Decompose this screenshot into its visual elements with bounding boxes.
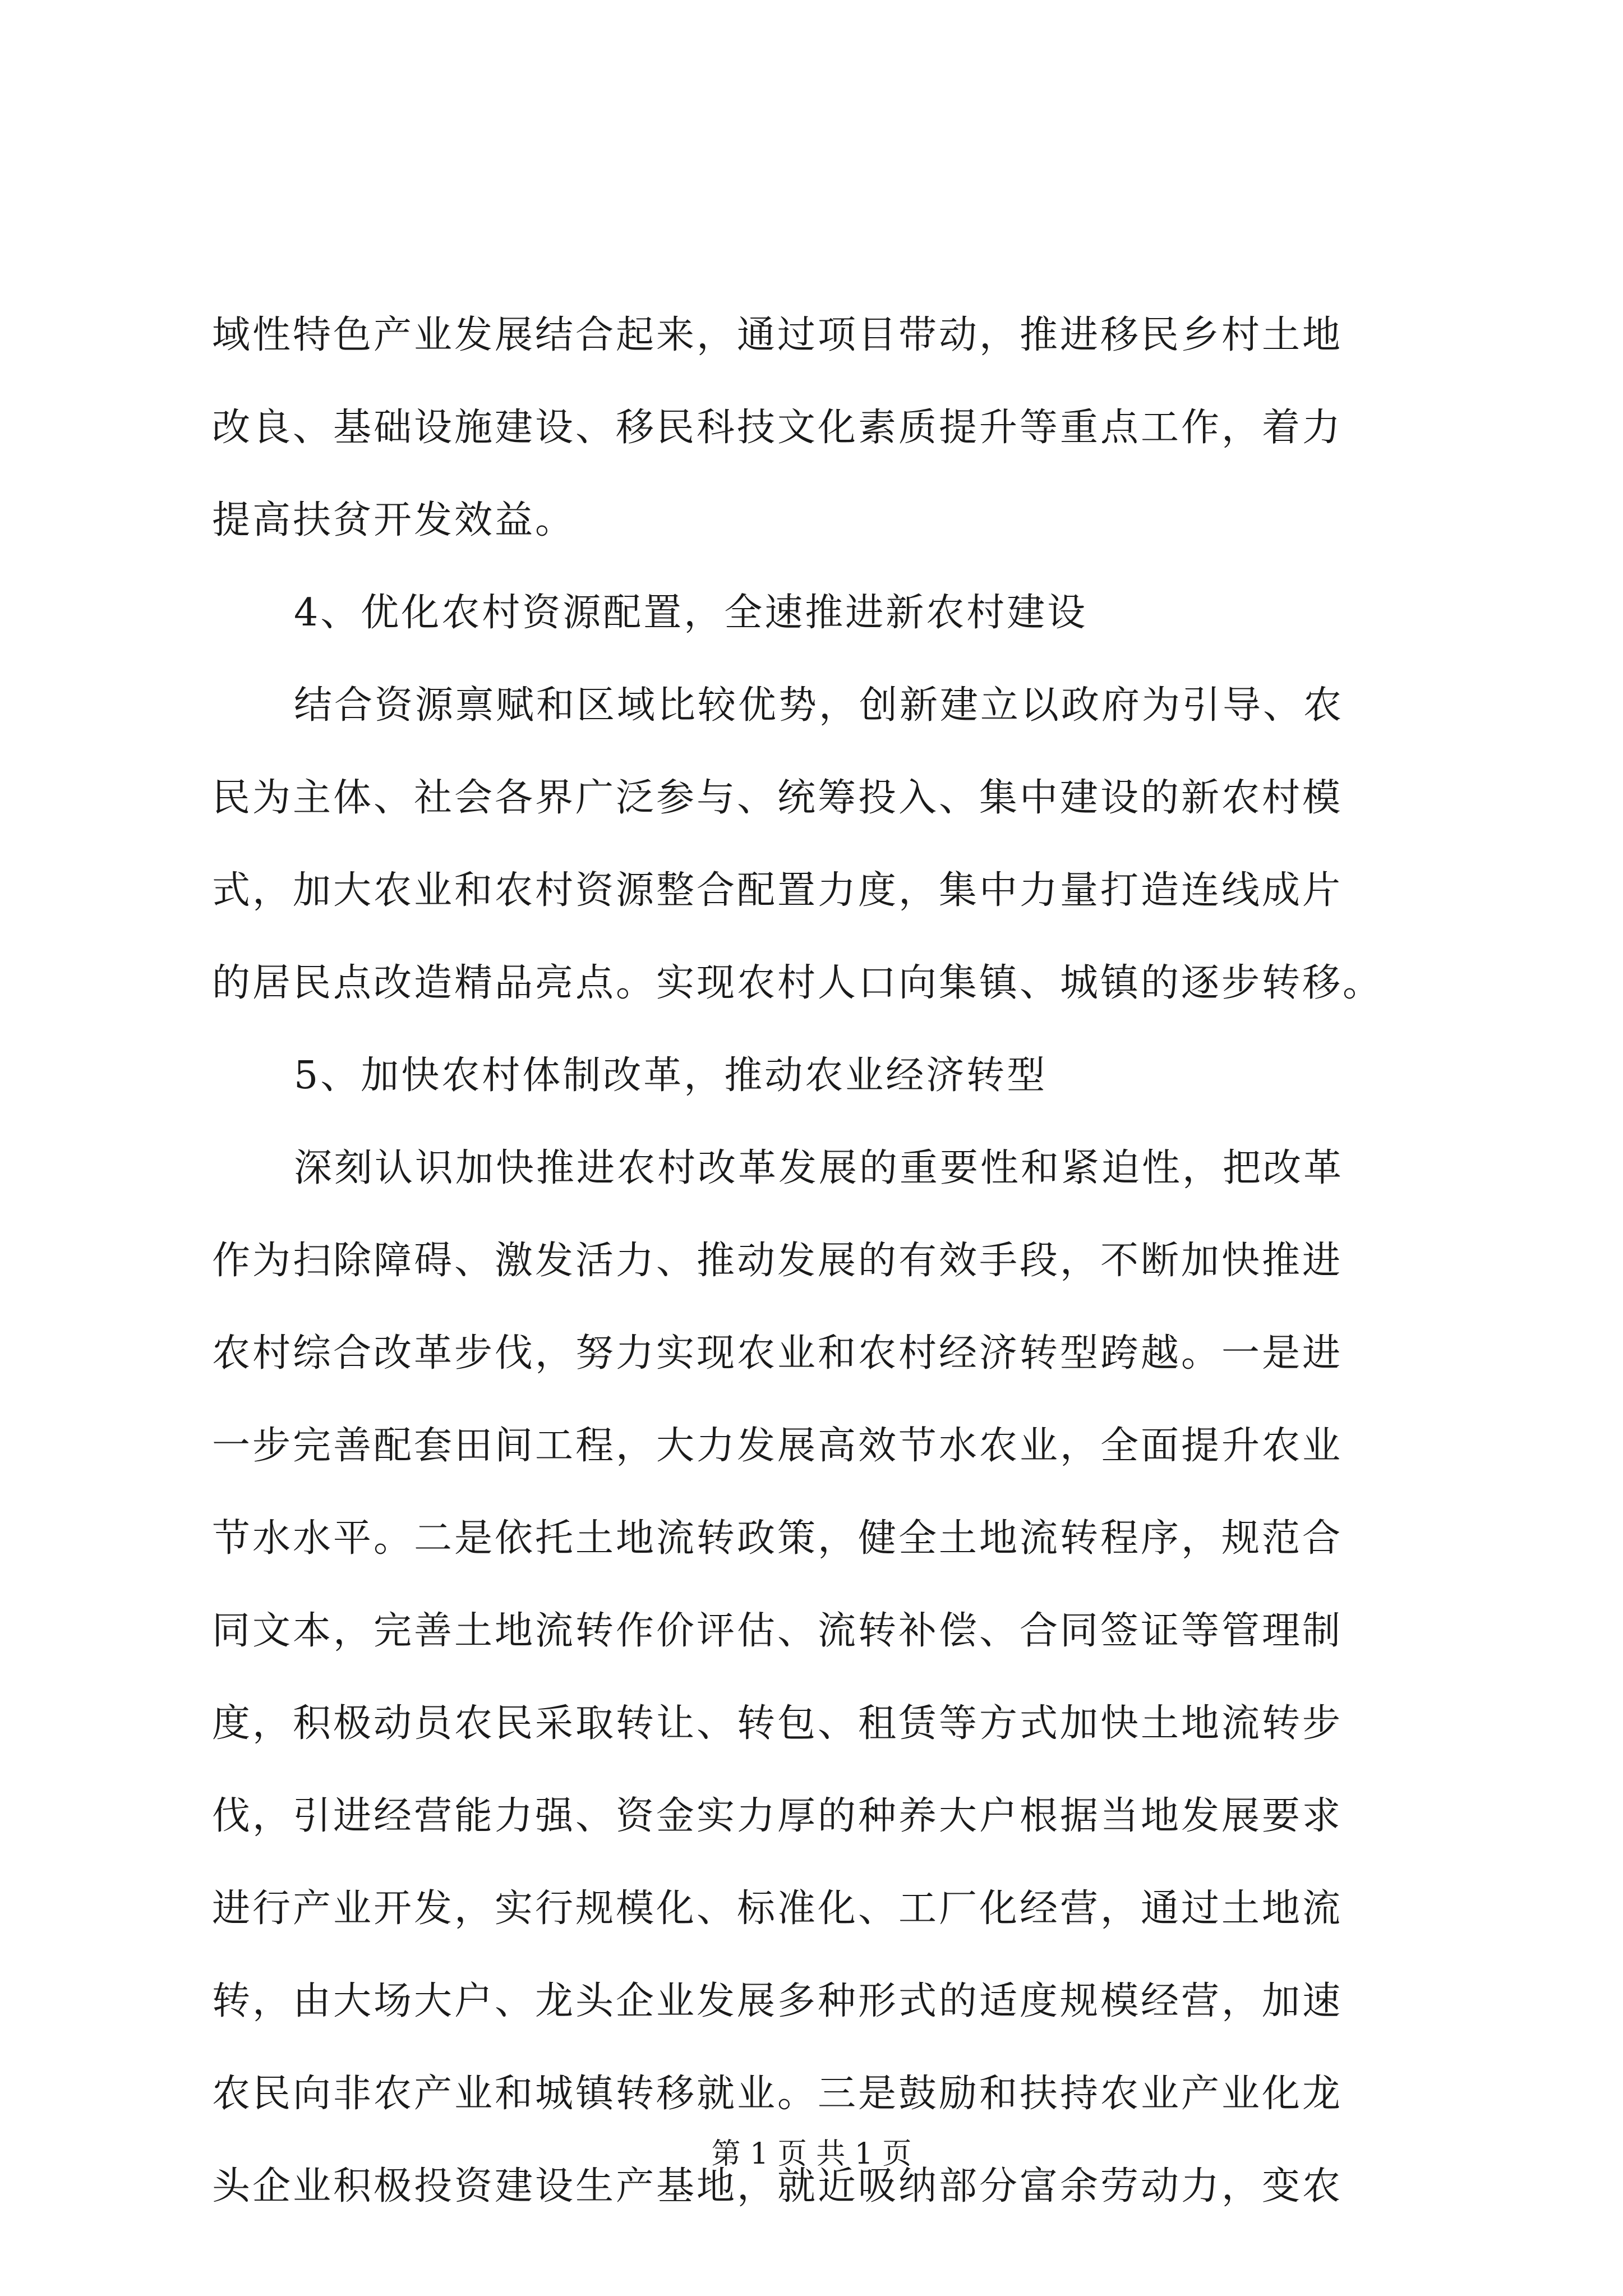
page-number-label: 第 1 页 共 1 页 — [711, 2137, 912, 2171]
body-line: 度，积极动员农民采取转让、转包、租赁等方式加快土地流转步 — [212, 1701, 1343, 1746]
body-line: 结合资源禀赋和区域比较优势，创新建立以政府为引导、农 — [294, 683, 1344, 728]
page-footer — [0, 2137, 1623, 2171]
body-line: 同文本，完善土地流转作价评估、流转补偿、合同签证等管理制 — [212, 1609, 1343, 1653]
body-line: 改良、基础设施建设、移民科技文化素质提升等重点工作，着力 — [212, 406, 1343, 450]
body-line: 域性特色产业发展结合起来，通过项目带动，推进移民乡村土地 — [212, 313, 1343, 357]
body-line: 农村综合改革步伐，努力实现农业和农村经济转型跨越。一是进 — [212, 1331, 1343, 1375]
document-body — [212, 289, 1412, 2233]
section-heading-5: 5、加快农村体制改革，推动农业经济转型 — [294, 1053, 1048, 1098]
section-heading-4: 4、优化农村资源配置，全速推进新农村建设 — [294, 591, 1088, 635]
body-line: 式，加大农业和农村资源整合配置力度，集中力量打造连线成片 — [212, 868, 1343, 913]
body-line: 深刻认识加快推进农村改革发展的重要性和紧迫性，把改革 — [294, 1146, 1344, 1190]
body-line: 民为主体、社会各界广泛参与、统筹投入、集中建设的新农村模 — [212, 776, 1343, 820]
body-line: 一步完善配套田间工程，大力发展高效节水农业，全面提升农业 — [212, 1424, 1343, 1468]
body-line: 进行产业开发，实行规模化、标准化、工厂化经营，通过土地流 — [212, 1887, 1343, 1931]
body-line: 头企业积极投资建设生产基地，就近吸纳部分富余劳动力，变农 — [212, 2164, 1343, 2208]
body-line: 转，由大场大户、龙头企业发展多种形式的适度规模经营，加速 — [212, 1979, 1343, 2023]
body-line: 作为扫除障碍、激发活力、推动发展的有效手段，不断加快推进 — [212, 1239, 1343, 1283]
body-line: 的居民点改造精品亮点。实现农村人口向集镇、城镇的逐步转移。 — [212, 961, 1384, 1005]
body-line: 伐，引进经营能力强、资金实力厚的种养大户根据当地发展要求 — [212, 1794, 1343, 1838]
body-line: 农民向非农产业和城镇转移就业。三是鼓励和扶持农业产业化龙 — [212, 2072, 1343, 2116]
body-line: 节水水平。二是依托土地流转政策，健全土地流转程序，规范合 — [212, 1516, 1343, 1561]
body-line: 提高扶贫开发效益。 — [212, 498, 576, 542]
